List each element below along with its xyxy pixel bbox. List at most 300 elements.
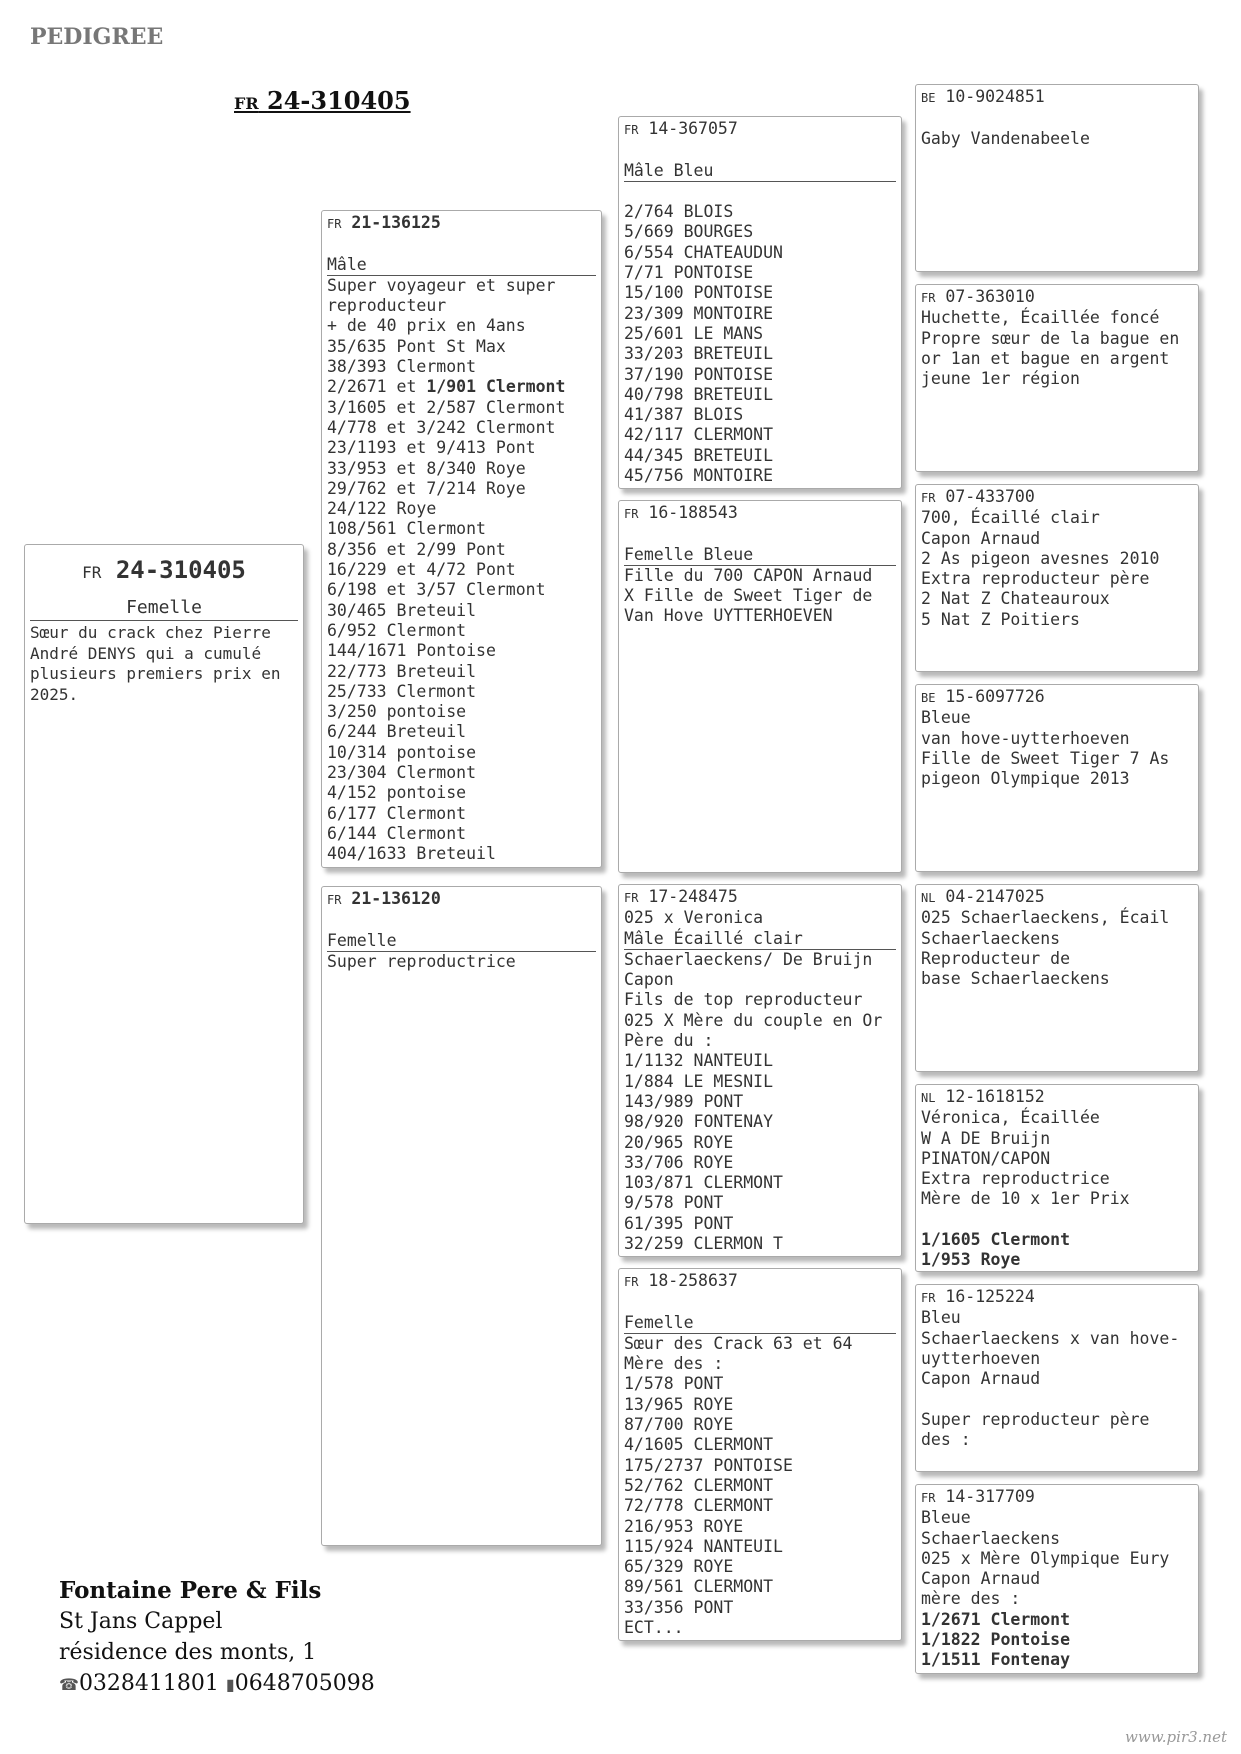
sex-color-line xyxy=(624,929,896,950)
line-text: 1/2671 Clermont xyxy=(921,1609,1071,1629)
line-text: Mâle Bleu xyxy=(624,160,714,180)
ring-number xyxy=(921,1487,1193,1508)
pedigree-text-line xyxy=(921,1589,1193,1609)
pedigree-text-line xyxy=(327,296,596,316)
pedigree-text-line xyxy=(624,1537,896,1557)
pedigree-text-line xyxy=(327,540,596,560)
pedigree-text-line xyxy=(327,337,596,357)
pedigree-text-line xyxy=(327,499,596,519)
pedigree-text-line xyxy=(921,1610,1193,1630)
pedigree-text-line xyxy=(327,377,596,397)
line-text: 33/356 PONT xyxy=(624,1597,734,1617)
line-text: 72/778 CLERMONT xyxy=(624,1496,774,1516)
line-text: Mâle Écaillé clair xyxy=(624,928,803,948)
pedigree-text-line xyxy=(921,1108,1193,1128)
pedigree-text-line xyxy=(327,479,596,499)
line-text: Bleue xyxy=(921,708,971,728)
ring-number xyxy=(921,1287,1193,1308)
line-text: 87/700 ROYE xyxy=(624,1415,734,1435)
pedigree-text-line xyxy=(624,1618,896,1638)
pedigree-text-line xyxy=(921,1369,1193,1389)
line-text: van hove-uytterhoeven xyxy=(921,728,1130,748)
pedigree-text-line xyxy=(921,1169,1193,1189)
pedigree-text-line xyxy=(624,1517,896,1537)
line-text: 20/965 ROYE xyxy=(624,1132,734,1152)
line-text: Femelle xyxy=(327,930,397,950)
line-text: Capon xyxy=(624,970,674,990)
sex-color-line xyxy=(327,931,596,952)
pedigree-text-line xyxy=(624,1292,896,1312)
pedigree-text-line xyxy=(921,1389,1193,1409)
line-text: jeune 1er région xyxy=(921,369,1080,389)
pedigree-text-line xyxy=(921,1410,1193,1430)
line-text: Véronica, Écaillée xyxy=(921,1108,1100,1128)
line-text: Fille de Sweet Tiger 7 As xyxy=(921,748,1170,768)
line-text: 5/669 BOURGES xyxy=(624,222,754,242)
line-text: + de 40 prix en 4ans xyxy=(327,316,526,336)
pedigree-text-line xyxy=(327,844,596,864)
subject-note-line: plusieurs premiers prix en xyxy=(30,664,281,684)
pedigree-text-line xyxy=(921,1210,1193,1230)
pedigree-text-line xyxy=(624,990,896,1010)
pedigree-text-line xyxy=(921,929,1193,949)
pedigree-text-line xyxy=(624,283,896,303)
pedigree-text-line xyxy=(624,1051,896,1071)
pedigree-text-line xyxy=(921,769,1193,789)
line-text: 3/1605 et 2/587 Clermont xyxy=(327,397,566,417)
line-text: 13/965 ROYE xyxy=(624,1394,734,1414)
pedigree-text-line xyxy=(327,459,596,479)
ring-country: FR xyxy=(624,123,639,137)
line-text: 9/578 PONT xyxy=(624,1193,724,1213)
pedigree-text-line xyxy=(624,950,896,970)
pedigree-text-line xyxy=(921,1308,1193,1328)
pedigree-text-line xyxy=(921,369,1193,389)
line-text: Schaerlaeckens x van hove- xyxy=(921,1328,1180,1348)
pedigree-text-line xyxy=(921,749,1193,769)
line-text: Propre sœur de la bague en xyxy=(921,328,1180,348)
line-text: 24/122 Roye xyxy=(327,499,437,519)
pedigree-text-line xyxy=(624,385,896,405)
line-text: 6/177 Clermont xyxy=(327,803,467,823)
ring-code: 21-136120 xyxy=(341,889,441,908)
sex-color-line xyxy=(624,161,896,182)
ring-country: NL xyxy=(921,1091,936,1105)
pedigree-text-line xyxy=(921,1650,1193,1670)
pedigree-text-line xyxy=(921,1430,1193,1450)
pedigree-text-line xyxy=(624,344,896,364)
pedigree-text-line xyxy=(624,1214,896,1234)
line-text: 025 X Mère du couple en Or xyxy=(624,1010,883,1030)
line-text: 16/229 et 4/72 Pont xyxy=(327,560,516,580)
line-text: 2/764 BLOIS xyxy=(624,202,734,222)
pedigree-text-line xyxy=(921,108,1193,128)
line-text: 38/393 Clermont xyxy=(327,357,477,377)
pedigree-text-line xyxy=(624,405,896,425)
pedigree-text-line xyxy=(327,621,596,641)
pedigree-text-line xyxy=(624,1557,896,1577)
line-text: Mère des : xyxy=(624,1354,724,1374)
line-text: 025 Schaerlaeckens, Écail xyxy=(921,908,1170,928)
line-text: Schaerlaeckens/ De Bruijn xyxy=(624,949,873,969)
ring-number xyxy=(327,213,596,234)
ring-code: 04-2147025 xyxy=(935,887,1045,906)
line-text: Extra reproductrice xyxy=(921,1169,1110,1189)
telephone-icon: ☎ xyxy=(59,1675,79,1694)
pedigree-text-line xyxy=(327,560,596,580)
line-text: Reproducteur de xyxy=(921,948,1071,968)
pedigree-text-line xyxy=(327,804,596,824)
pedigree-text-line xyxy=(921,569,1193,589)
ring-code: 17-248475 xyxy=(638,887,738,906)
pedigree-text-line xyxy=(624,1133,896,1153)
ring-country: FR xyxy=(327,217,342,231)
ring-country: BE xyxy=(921,691,936,705)
subject-card-number: 24-310405 xyxy=(115,556,246,584)
ring-code: 16-188543 xyxy=(638,503,738,522)
line-text: 44/345 BRETEUIL xyxy=(624,445,774,465)
pedigree-text-line xyxy=(921,949,1193,969)
pedigree-text-line xyxy=(921,708,1193,728)
owner-mobile: 0648705098 xyxy=(234,1671,375,1696)
footer-watermark: www.pir3.net xyxy=(1125,1728,1227,1746)
line-text: 32/259 CLERMON T xyxy=(624,1234,783,1254)
ring-code: 18-258637 xyxy=(638,1271,738,1290)
line-text: 33/203 BRETEUIL xyxy=(624,344,774,364)
pedigree-text-line xyxy=(921,549,1193,569)
pedigree-text-line xyxy=(624,446,896,466)
owner-address-line1: St Jans Cappel xyxy=(59,1609,223,1634)
line-text: Gaby Vandenabeele xyxy=(921,128,1090,148)
line-text: Fille du 700 CAPON Arnaud xyxy=(624,565,873,585)
line-text: reproducteur xyxy=(327,296,447,316)
line-text: Capon Arnaud xyxy=(921,1369,1041,1389)
pedigree-card-ddd xyxy=(915,1484,1199,1674)
line-text: Super voyageur et super xyxy=(327,275,556,295)
line-text: 103/871 CLERMONT xyxy=(624,1173,783,1193)
line-text: 1/1132 NANTEUIL xyxy=(624,1051,774,1071)
ring-country: BE xyxy=(921,91,936,105)
line-text: Femelle Bleue xyxy=(624,544,754,564)
ring-code: 21-136125 xyxy=(341,213,441,232)
line-text: 10/314 pontoise xyxy=(327,742,477,762)
line-text: 33/953 et 8/340 Roye xyxy=(327,458,526,478)
pedigree-text-line xyxy=(624,1598,896,1618)
pedigree-card-ssd xyxy=(915,284,1199,472)
pedigree-text-line xyxy=(624,1234,896,1254)
pedigree-text-line xyxy=(921,1529,1193,1549)
line-text: 6/554 CHATEAUDUN xyxy=(624,242,783,262)
ring-number xyxy=(921,887,1193,908)
line-text: 1/1605 Clermont xyxy=(921,1230,1071,1250)
pedigree-text-line xyxy=(327,398,596,418)
line-text: Fils de top reproducteur xyxy=(624,990,863,1010)
owner-name: Fontaine Pere & Fils xyxy=(59,1577,322,1604)
ring-number xyxy=(921,487,1193,508)
ring-country: FR xyxy=(921,491,936,505)
pedigree-text-line xyxy=(921,1149,1193,1169)
line-text: 45/756 MONTOIRE xyxy=(624,466,774,486)
line-text: 143/989 PONT xyxy=(624,1091,744,1111)
line-text: 2 As pigeon avesnes 2010 xyxy=(921,548,1160,568)
line-text: pigeon Olympique 2013 xyxy=(921,769,1130,789)
pedigree-text-line xyxy=(327,682,596,702)
subject-card-ring xyxy=(30,553,298,590)
pedigree-text-line xyxy=(624,970,896,990)
pedigree-card-sdd xyxy=(915,684,1199,872)
pedigree-text-line xyxy=(624,202,896,222)
line-text: 37/190 PONTOISE xyxy=(624,364,774,384)
line-text: Capon Arnaud xyxy=(921,1569,1041,1589)
ring-number xyxy=(624,887,896,908)
pedigree-text-line xyxy=(624,1011,896,1031)
pedigree-text-line xyxy=(327,702,596,722)
pedigree-text-line xyxy=(327,763,596,783)
pedigree-card-dam xyxy=(321,886,602,1546)
pedigree-text-line xyxy=(624,1112,896,1132)
subject-country: FR xyxy=(234,94,259,113)
ring-code: 16-125224 xyxy=(935,1287,1035,1306)
line-text: 23/309 MONTOIRE xyxy=(624,303,774,323)
line-text: Sœur des Crack 63 et 64 xyxy=(624,1333,853,1353)
ring-number xyxy=(624,119,896,140)
line-text: 25/733 Clermont xyxy=(327,681,477,701)
pedigree-text-line xyxy=(624,1577,896,1597)
pedigree-text-line xyxy=(921,1230,1193,1250)
pedigree-card-dsd xyxy=(915,1084,1199,1272)
line-text: 15/100 PONTOISE xyxy=(624,283,774,303)
ring-code: 07-363010 xyxy=(935,287,1035,306)
pedigree-text-line xyxy=(624,1435,896,1455)
pedigree-text-line xyxy=(624,1153,896,1173)
line-text: 52/762 CLERMONT xyxy=(624,1475,774,1495)
pedigree-card-sds xyxy=(915,484,1199,672)
line-text: Extra reproducteur père xyxy=(921,569,1150,589)
line-text: 25/601 LE MANS xyxy=(624,323,764,343)
subject-note-line: André DENYS qui a cumulé xyxy=(30,643,262,663)
pedigree-text-line xyxy=(624,365,896,385)
line-text: 7/71 PONTOISE xyxy=(624,263,754,283)
line-text: PINATON/CAPON xyxy=(921,1148,1051,1168)
line-text: Huchette, Écaillée foncé xyxy=(921,308,1160,328)
pedigree-card-sire-dam xyxy=(618,500,902,873)
ring-country: FR xyxy=(624,507,639,521)
ring-country: FR xyxy=(921,291,936,305)
ring-country: FR xyxy=(921,1491,936,1505)
line-text: 6/952 Clermont xyxy=(327,620,467,640)
ring-country: FR xyxy=(624,1275,639,1289)
pedigree-card-sire xyxy=(321,210,602,868)
line-text: 144/1671 Pontoise xyxy=(327,641,496,661)
pedigree-text-line xyxy=(921,308,1193,328)
line-text: 025 x Veronica xyxy=(624,908,764,928)
pedigree-text-line xyxy=(624,1092,896,1112)
pedigree-text-line xyxy=(624,1334,896,1354)
pedigree-text-line xyxy=(624,1415,896,1435)
pedigree-text-line xyxy=(921,969,1193,989)
ring-country: FR xyxy=(921,1291,936,1305)
pedigree-text-line xyxy=(327,662,596,682)
line-text: 30/465 Breteuil xyxy=(327,600,477,620)
ring-code: 14-317709 xyxy=(935,1487,1035,1506)
line-text: 65/329 ROYE xyxy=(624,1557,734,1577)
line-text: Super reproductrice xyxy=(327,951,516,971)
line-text: Bleue xyxy=(921,1508,971,1528)
line-text: Femelle xyxy=(624,1312,694,1332)
line-text: 5 Nat Z Poitiers xyxy=(921,609,1080,629)
pedigree-text-line xyxy=(327,601,596,621)
pedigree-text-line xyxy=(624,1072,896,1092)
pedigree-text-line xyxy=(921,1569,1193,1589)
pedigree-text-line xyxy=(921,1508,1193,1528)
ring-code: 15-6097726 xyxy=(935,687,1045,706)
ring-country: NL xyxy=(921,891,936,905)
pedigree-text-line xyxy=(624,586,896,606)
ring-number xyxy=(624,503,896,524)
pedigree-card-dds xyxy=(915,1284,1199,1472)
line-text: 2 Nat Z Chateauroux xyxy=(921,589,1110,609)
line-text: 41/387 BLOIS xyxy=(624,405,744,425)
owner-address-line2: résidence des monts, 1 xyxy=(59,1640,317,1665)
line-text: Capon Arnaud xyxy=(921,528,1041,548)
pedigree-text-line xyxy=(624,1395,896,1415)
sex-color-line xyxy=(327,255,596,276)
pedigree-text-line xyxy=(921,329,1193,349)
line-text: 33/706 ROYE xyxy=(624,1152,734,1172)
pedigree-text-line xyxy=(624,1496,896,1516)
ring-code: 10-9024851 xyxy=(935,87,1045,106)
ring-code: 07-433700 xyxy=(935,487,1035,506)
pedigree-text-line xyxy=(327,783,596,803)
line-text: 35/635 Pont St Max xyxy=(327,336,506,356)
line-text: 4/1605 CLERMONT xyxy=(624,1435,774,1455)
pedigree-text-line xyxy=(624,1031,896,1051)
line-text: Père du : xyxy=(624,1031,714,1051)
line-bold-text: 1/901 Clermont xyxy=(426,377,566,397)
pedigree-text-line xyxy=(624,1476,896,1496)
line-text: 2/2671 et xyxy=(327,377,427,397)
line-text: 1/1511 Fontenay xyxy=(921,1650,1071,1670)
line-text: Mère de 10 x 1er Prix xyxy=(921,1189,1130,1209)
pedigree-text-line xyxy=(327,952,596,972)
pedigree-text-line xyxy=(327,438,596,458)
pedigree-text-line xyxy=(921,508,1193,528)
pedigree-text-line xyxy=(624,304,896,324)
pedigree-text-line xyxy=(921,589,1193,609)
line-text: 404/1633 Breteuil xyxy=(327,844,496,864)
line-text: base Schaerlaeckens xyxy=(921,969,1110,989)
line-text: 4/778 et 3/242 Clermont xyxy=(327,417,556,437)
pedigree-text-line xyxy=(624,1456,896,1476)
line-text: X Fille de Sweet Tiger de xyxy=(624,586,873,606)
line-text: 4/152 pontoise xyxy=(327,783,467,803)
ring-country: FR xyxy=(624,891,639,905)
subject-ring: 24-310405 xyxy=(267,86,411,115)
line-text: 1/953 Roye xyxy=(921,1250,1021,1270)
pedigree-text-line xyxy=(921,1250,1193,1270)
owner-phones xyxy=(59,1668,375,1700)
ring-number xyxy=(921,687,1193,708)
line-text: Bleu xyxy=(921,1308,961,1328)
pedigree-text-line xyxy=(327,519,596,539)
pedigree-text-line xyxy=(624,1374,896,1394)
pedigree-text-line xyxy=(624,606,896,626)
line-text: 42/117 CLERMONT xyxy=(624,425,774,445)
pedigree-text-line xyxy=(921,1189,1193,1209)
line-text: 1/884 LE MESNIL xyxy=(624,1071,774,1091)
line-text: 025 x Mère Olympique Eury xyxy=(921,1548,1170,1568)
pedigree-text-line xyxy=(921,729,1193,749)
pedigree-text-line xyxy=(327,743,596,763)
pedigree-text-line xyxy=(921,129,1193,149)
pedigree-text-line xyxy=(327,824,596,844)
pedigree-card-sire-sire xyxy=(618,116,902,489)
pedigree-text-line xyxy=(624,140,896,160)
line-text: 6/144 Clermont xyxy=(327,823,467,843)
line-text: 175/2737 PONTOISE xyxy=(624,1455,793,1475)
pedigree-text-line xyxy=(624,524,896,544)
pedigree-text-line xyxy=(921,349,1193,369)
pedigree-text-line xyxy=(327,316,596,336)
pedigree-card-dss xyxy=(915,884,1199,1072)
ring-country: FR xyxy=(327,893,342,907)
line-text: 108/561 Clermont xyxy=(327,519,486,539)
subject-note-line: 2025. xyxy=(30,684,79,704)
line-text: mère des : xyxy=(921,1589,1021,1609)
pedigree-text-line xyxy=(327,641,596,661)
line-text: uytterhoeven xyxy=(921,1348,1041,1368)
pedigree-card-dam-sire xyxy=(618,884,902,1257)
line-text: 61/395 PONT xyxy=(624,1213,734,1233)
pedigree-text-line xyxy=(921,1630,1193,1650)
line-text: 98/920 FONTENAY xyxy=(624,1112,774,1132)
line-text: Schaerlaeckens xyxy=(921,928,1061,948)
line-text: 23/304 Clermont xyxy=(327,763,477,783)
pedigree-text-line xyxy=(327,580,596,600)
line-text: 115/924 NANTEUIL xyxy=(624,1536,783,1556)
line-text: 1/1822 Pontoise xyxy=(921,1630,1071,1650)
subject-card xyxy=(24,544,304,1224)
pedigree-text-line xyxy=(327,234,596,254)
line-text: 216/953 ROYE xyxy=(624,1516,744,1536)
line-text: 6/198 et 3/57 Clermont xyxy=(327,580,546,600)
pedigree-card-sss xyxy=(915,84,1199,272)
pedigree-text-line xyxy=(624,1193,896,1213)
pedigree-text-line xyxy=(921,1349,1193,1369)
line-text: 3/250 pontoise xyxy=(327,702,467,722)
mobile-phone-icon: ▮ xyxy=(225,1675,235,1694)
line-text: 89/561 CLERMONT xyxy=(624,1577,774,1597)
line-text: des : xyxy=(921,1430,971,1450)
subject-note-line: Sœur du crack chez Pierre xyxy=(30,623,271,643)
line-text: Schaerlaeckens xyxy=(921,1528,1061,1548)
pedigree-text-line xyxy=(921,1129,1193,1149)
pedigree-text-line xyxy=(624,263,896,283)
line-text: 23/1193 et 9/413 Pont xyxy=(327,438,536,458)
pedigree-text-line xyxy=(327,276,596,296)
subject-card-sex: Femelle xyxy=(30,598,298,621)
owner-phone: 0328411801 xyxy=(78,1671,219,1696)
pedigree-text-line xyxy=(624,908,896,928)
line-text: 22/773 Breteuil xyxy=(327,661,477,681)
pedigree-text-line xyxy=(624,182,896,202)
line-text: Super reproducteur père xyxy=(921,1409,1150,1429)
line-text: or 1an et bague en argent xyxy=(921,348,1170,368)
line-text: Mâle xyxy=(327,254,367,274)
line-text: 29/762 et 7/214 Roye xyxy=(327,478,526,498)
pedigree-text-line xyxy=(921,529,1193,549)
pedigree-text-line xyxy=(624,1354,896,1374)
